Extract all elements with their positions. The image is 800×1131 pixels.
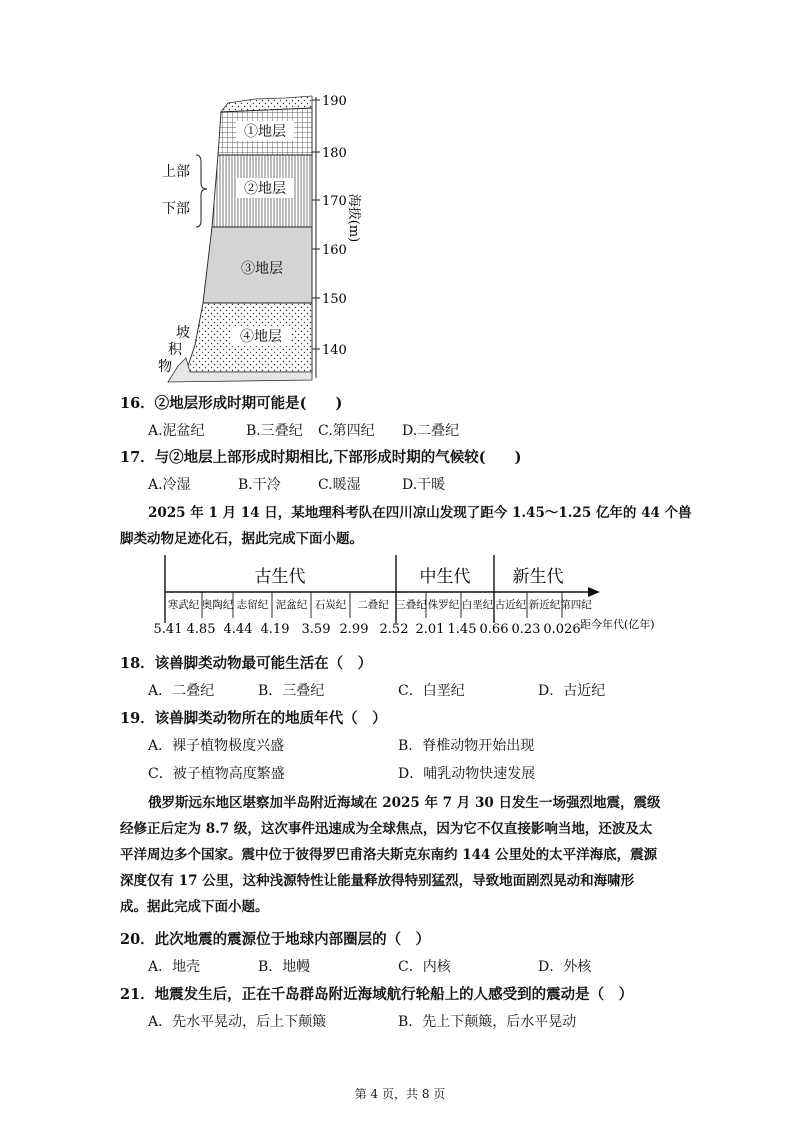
age-label: 4.19 bbox=[260, 622, 290, 637]
q21-option-b[interactable]: B．先上下颠簸，后水平晃动 bbox=[398, 1014, 577, 1030]
page-footer: 第 4 页，共 8 页 bbox=[354, 1087, 446, 1101]
tick-180: 180 bbox=[322, 146, 347, 161]
layer-3-label: ③地层 bbox=[241, 261, 283, 277]
q16-option-c[interactable]: C.第四纪 bbox=[318, 423, 375, 439]
q17-option-b[interactable]: B.干冷 bbox=[238, 477, 281, 493]
timeline-axis-label: 距今年代(亿年) bbox=[580, 618, 655, 631]
question-21: 21．地震发生后，正在千岛群岛附近海域航行轮船上的人感受到的震动是（ ） bbox=[120, 986, 634, 1003]
layer-2-label: ②地层 bbox=[244, 181, 286, 197]
age-label: 3.59 bbox=[301, 622, 331, 637]
q18-option-c[interactable]: C．白垩纪 bbox=[398, 683, 465, 699]
slope-label-1: 坡 bbox=[176, 325, 190, 341]
q16-option-b[interactable]: B.三叠纪 bbox=[246, 423, 303, 439]
upper-brace bbox=[196, 155, 207, 197]
question-18: 18．该兽脚类动物最可能生活在（ ） bbox=[120, 655, 373, 672]
passage-1-line-1: 2025 年 1 月 14 日，某地理科考队在四川凉山发现了距今 1.45～1.25 亿年的 44 个兽 bbox=[148, 505, 692, 521]
q20-option-d[interactable]: D．外核 bbox=[538, 959, 592, 975]
passage-2-line-5: 成。据此完成下面小题。 bbox=[120, 899, 269, 915]
tick-170: 170 bbox=[322, 194, 347, 209]
q16-option-d[interactable]: D.二叠纪 bbox=[402, 423, 460, 439]
era-paleozoic: 古生代 bbox=[254, 567, 306, 587]
tick-140: 140 bbox=[322, 343, 347, 358]
age-label: 4.85 bbox=[186, 622, 216, 637]
period-label: 石炭纪 bbox=[314, 599, 347, 611]
period-label: 新近纪 bbox=[528, 599, 561, 611]
q19-option-a[interactable]: A．裸子植物极度兴盛 bbox=[148, 738, 285, 754]
q17-option-d[interactable]: D.干暖 bbox=[402, 477, 446, 493]
q18-option-d[interactable]: D．古近纪 bbox=[538, 683, 606, 699]
q16-option-a[interactable]: A.泥盆纪 bbox=[148, 423, 205, 439]
slope-label-3: 物 bbox=[158, 359, 172, 375]
period-label: 奥陶纪 bbox=[201, 599, 234, 611]
tick-150: 150 bbox=[322, 292, 347, 307]
q18-option-b[interactable]: B．三叠纪 bbox=[258, 683, 325, 699]
tick-160: 160 bbox=[322, 243, 347, 258]
lower-brace bbox=[196, 197, 201, 227]
axis-title: 海拔(m) bbox=[346, 193, 361, 243]
age-label: 0.66 bbox=[479, 622, 509, 637]
passage-1 bbox=[120, 500, 690, 552]
geologic-timeline bbox=[150, 555, 660, 640]
passage-2-line-1: 俄罗斯远东地区堪察加半岛附近海域在 2025 年 7 月 30 日发生一场强烈地震，震级 bbox=[148, 795, 661, 811]
passage-2-line-3: 平洋周边多个国家。震中位于彼得罗巴甫洛夫斯克东南约 144 公里处的太平洋海底，震源 bbox=[120, 847, 658, 863]
q19-option-c[interactable]: C．被子植物高度繁盛 bbox=[148, 766, 285, 782]
passage-2-line-4: 深度仅有 17 公里，这种浅源特性让能量释放得特别猛烈，导致地面剧烈晃动和海啸形 bbox=[120, 873, 635, 889]
upper-label: 上部 bbox=[162, 164, 190, 180]
q21-option-a[interactable]: A．先水平晃动，后上下颠簸 bbox=[148, 1014, 327, 1030]
period-label: 古近纪 bbox=[494, 599, 527, 611]
age-label: 2.01 bbox=[415, 622, 445, 637]
layer-4-label: ④地层 bbox=[240, 329, 282, 345]
passage-2 bbox=[120, 790, 690, 920]
era-cenozoic: 新生代 bbox=[512, 567, 564, 587]
strata-diagram bbox=[150, 90, 380, 390]
age-label: 1.45 bbox=[447, 622, 477, 637]
question-19: 19．该兽脚类动物所在的地质年代（ ） bbox=[120, 710, 387, 727]
q20-option-b[interactable]: B．地幔 bbox=[258, 959, 311, 975]
q19-option-d[interactable]: D．哺乳动物快速发展 bbox=[398, 766, 536, 782]
period-label: 三叠纪 bbox=[395, 599, 427, 611]
lower-label: 下部 bbox=[162, 201, 190, 217]
age-label: 2.99 bbox=[339, 622, 369, 637]
q17-option-c[interactable]: C.暖湿 bbox=[318, 477, 361, 493]
period-label: 白垩纪 bbox=[461, 599, 494, 611]
q19-option-b[interactable]: B．脊椎动物开始出现 bbox=[398, 738, 535, 754]
tick-190: 190 bbox=[322, 94, 347, 109]
period-label: 泥盆纪 bbox=[275, 599, 308, 611]
age-label: 5.41 bbox=[153, 622, 183, 637]
q20-option-c[interactable]: C．内核 bbox=[398, 959, 451, 975]
age-label: 4.44 bbox=[223, 622, 253, 637]
period-label: 二叠纪 bbox=[357, 599, 389, 611]
slope-label-2: 积 bbox=[168, 342, 182, 358]
question-20: 20．此次地震的震源位于地球内部圈层的（ ） bbox=[120, 931, 431, 948]
q18-option-a[interactable]: A．二叠纪 bbox=[148, 683, 215, 699]
period-label: 寒武纪 bbox=[167, 599, 200, 611]
passage-2-line-2: 经修正后定为 8.7 级，这次事件迅速成为全球焦点，因为它不仅直接影响当地，还波及太 bbox=[120, 821, 653, 837]
question-16: 16．②地层形成时期可能是( ) bbox=[120, 395, 343, 412]
period-label: 第四纪 bbox=[560, 599, 592, 611]
age-labels bbox=[154, 622, 581, 637]
age-label: 0.026 bbox=[543, 622, 581, 637]
q17-option-a[interactable]: A.冷湿 bbox=[148, 477, 191, 493]
q20-option-a[interactable]: A．地壳 bbox=[148, 959, 201, 975]
period-labels bbox=[168, 598, 592, 611]
age-label: 2.52 bbox=[379, 622, 409, 637]
question-17: 17．与②地层上部形成时期相比,下部形成时期的气候较( ) bbox=[120, 449, 522, 466]
period-label: 志留纪 bbox=[236, 599, 269, 611]
period-label: 侏罗纪 bbox=[427, 599, 460, 611]
passage-1-line-2: 脚类动物足迹化石，据此完成下面小题。 bbox=[120, 531, 363, 547]
age-label: 0.23 bbox=[511, 622, 541, 637]
layer-1-label: ①地层 bbox=[244, 124, 286, 140]
timeline-arrow bbox=[588, 587, 600, 597]
era-mesozoic: 中生代 bbox=[419, 567, 471, 587]
